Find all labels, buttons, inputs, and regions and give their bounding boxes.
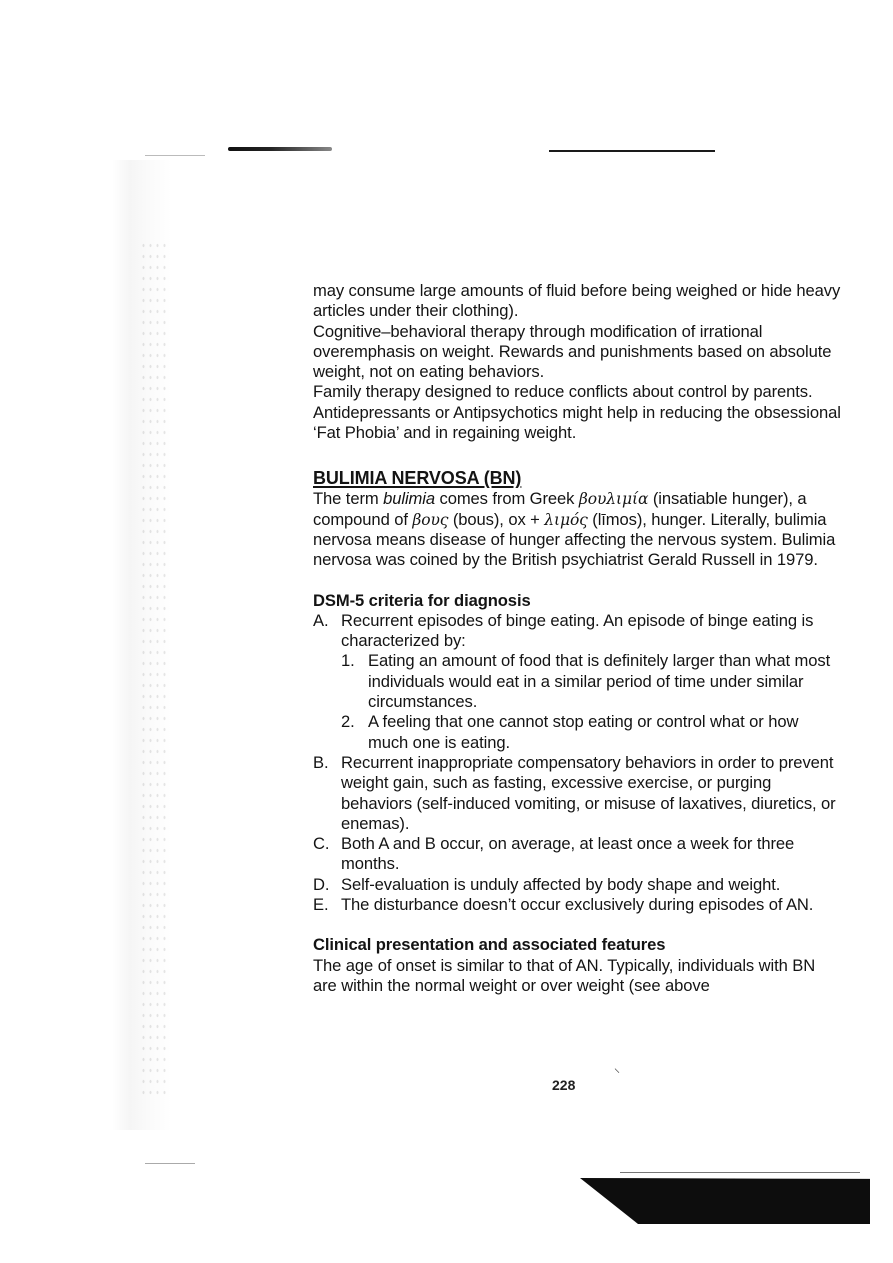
clinical-paragraph: The age of onset is similar to that of AN. Typically, individuals with BN are within the normal weight or over weight (see above xyxy=(313,955,816,995)
criterion-marker: A. xyxy=(313,610,329,630)
etymology-text-5: (līmos), hunger. Literally, bulimia nervosa means disease of hunger affecting the nervous system. Bulimia nervosa was coined by the British psychiatrist Gerald Russell in 1979. xyxy=(313,509,836,570)
scan-corner-shadow xyxy=(580,1178,870,1224)
scan-line-top-left-thin xyxy=(145,155,205,156)
scan-line-bottom-left xyxy=(145,1163,195,1164)
page-number: 228 xyxy=(552,1077,576,1093)
etymology-text-1: The term xyxy=(313,489,384,509)
intro-paragraph-4: Antidepressants or Antipsychotics might help in reducing the obsessional ‘Fat Phobia’ and in regaining weight. xyxy=(313,402,841,443)
criterion-text: Recurrent inappropriate compensatory behaviors in order to prevent weight gain, such as fasting, excessive exercise, or purging behaviors (self-induced vomiting, or misuse of laxatives, diuretics, or enemas). xyxy=(341,752,836,833)
criterion-text: Both A and B occur, on average, at least once a week for three months. xyxy=(341,834,795,874)
bulimia-etymology-paragraph xyxy=(313,489,843,570)
section-heading-clinical: Clinical presentation and associated features xyxy=(313,935,666,955)
etymology-greek-bous: βους xyxy=(412,510,449,529)
criterion-a xyxy=(313,611,843,753)
etymology-text-2: comes from Greek xyxy=(434,489,579,509)
criterion-text: The disturbance doesn’t occur exclusively during episodes of AN. xyxy=(341,895,814,915)
scan-edge-noise xyxy=(140,240,170,1100)
section-heading-dsm5: DSM-5 criteria for diagnosis xyxy=(313,590,531,610)
section-heading-bulimia: BULIMIA NERVOSA (BN) xyxy=(313,468,522,489)
criterion-e xyxy=(313,895,843,915)
criterion-d xyxy=(313,875,843,895)
subitem-marker: 1. xyxy=(341,651,355,671)
etymology-term: bulimia xyxy=(383,489,435,509)
criterion-marker: C. xyxy=(313,834,330,854)
page-body xyxy=(313,281,843,996)
etymology-greek-boulimia: βουλιμία xyxy=(578,490,649,509)
criterion-marker: E. xyxy=(313,895,329,915)
subitem-text: A feeling that one cannot stop eating or control what or how much one is eating. xyxy=(368,712,799,752)
header-rule-left xyxy=(228,147,332,151)
scan-tick-mark: ⸌ xyxy=(614,1066,621,1080)
criterion-b xyxy=(313,753,843,834)
intro-paragraph-1: may consume large amounts of fluid before being weighed or hide heavy articles under their clothing). xyxy=(313,281,841,321)
criterion-marker: D. xyxy=(313,874,330,894)
dsm5-criteria-list xyxy=(313,611,843,915)
criterion-a-item-1 xyxy=(341,651,843,712)
criterion-c xyxy=(313,834,843,875)
etymology-text-3: (insatiable hunger), a compound of xyxy=(313,489,807,529)
etymology-greek-limos: λιμός xyxy=(544,510,588,529)
subitem-text: Eating an amount of food that is definitely larger than what most individuals would eat in a similar period of time under similar circumstances. xyxy=(368,651,831,712)
subitem-marker: 2. xyxy=(341,712,355,732)
criterion-text: Recurrent episodes of binge eating. An episode of binge eating is characterized by: xyxy=(341,610,814,651)
footer-rule-right xyxy=(620,1172,860,1173)
criterion-a-item-2 xyxy=(341,712,843,753)
header-rule-right xyxy=(549,150,715,152)
criterion-a-sublist xyxy=(341,651,843,752)
intro-paragraph-3: Family therapy designed to reduce conflicts about control by parents. xyxy=(313,382,813,402)
criterion-marker: B. xyxy=(313,752,329,772)
etymology-text-4: (bous), ox + xyxy=(448,509,545,529)
intro-paragraph-2: Cognitive–behavioral therapy through modification of irrational overemphasis on weight. Rewards and punishments based on absolute weight, not on eating behaviors. xyxy=(313,321,832,382)
criterion-text: Self-evaluation is unduly affected by body shape and weight. xyxy=(341,874,781,894)
